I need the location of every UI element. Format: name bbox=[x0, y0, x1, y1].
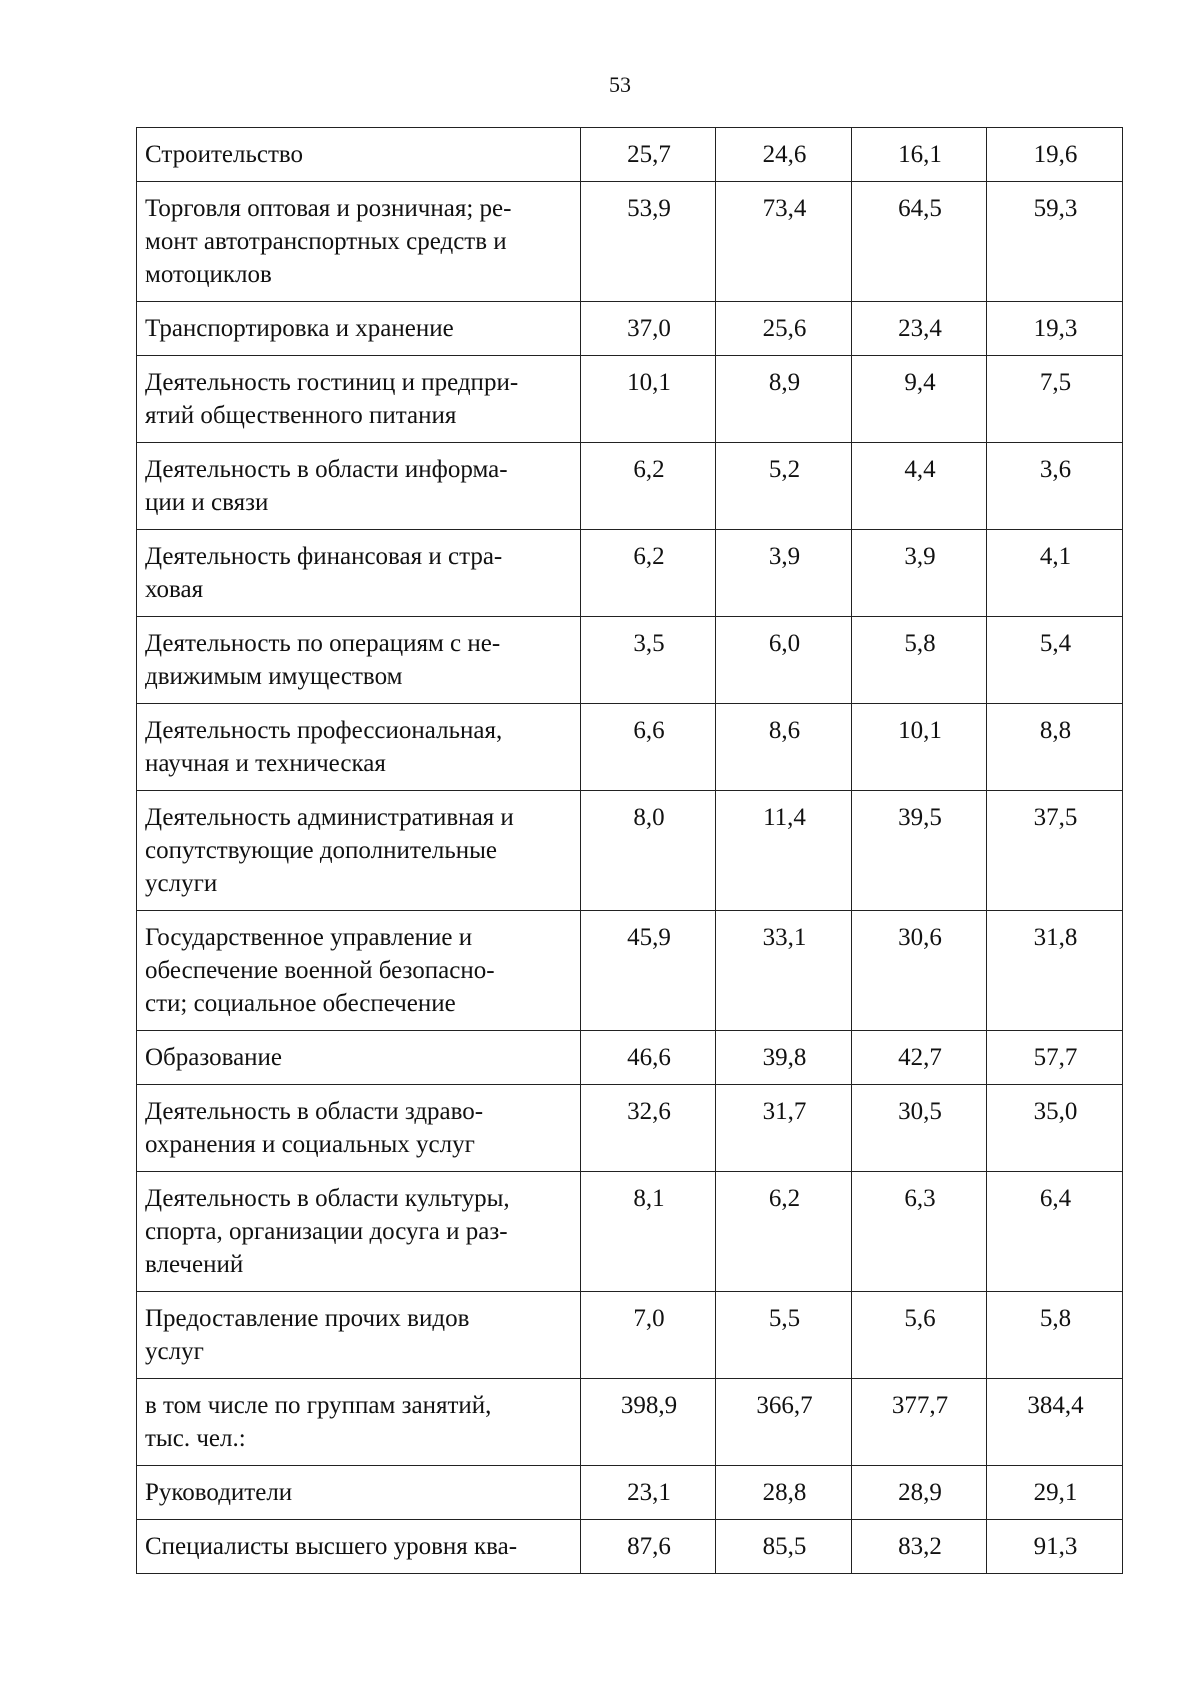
value-cell: 37,0 bbox=[581, 302, 716, 356]
value-cell: 3,6 bbox=[987, 443, 1123, 530]
value-cell: 6,3 bbox=[852, 1172, 987, 1292]
value-cell: 4,4 bbox=[852, 443, 987, 530]
value-cell: 39,5 bbox=[852, 791, 987, 911]
value-cell: 6,2 bbox=[716, 1172, 852, 1292]
value-cell: 398,9 bbox=[581, 1379, 716, 1466]
table-row bbox=[137, 1520, 1123, 1574]
table-row bbox=[137, 1085, 1123, 1172]
value-cell: 64,5 bbox=[852, 182, 987, 302]
row-label: Деятельность по операциям с не- движимым имуществом bbox=[137, 617, 581, 704]
row-label: Деятельность в области здраво- охранения и социальных услуг bbox=[137, 1085, 581, 1172]
table-row bbox=[137, 443, 1123, 530]
row-label: Деятельность гостиниц и предпри- ятий общественного питания bbox=[137, 356, 581, 443]
row-label: Государственное управление и обеспечение военной безопасно- сти; социальное обеспечение bbox=[137, 911, 581, 1031]
row-label: в том числе по группам занятий, тыс. чел.: bbox=[137, 1379, 581, 1466]
table-row bbox=[137, 1031, 1123, 1085]
value-cell: 24,6 bbox=[716, 128, 852, 182]
value-cell: 7,5 bbox=[987, 356, 1123, 443]
table-row bbox=[137, 1292, 1123, 1379]
table-row bbox=[137, 911, 1123, 1031]
value-cell: 377,7 bbox=[852, 1379, 987, 1466]
value-cell: 10,1 bbox=[581, 356, 716, 443]
row-label: Деятельность административная и сопутствующие дополнительные услуги bbox=[137, 791, 581, 911]
value-cell: 46,6 bbox=[581, 1031, 716, 1085]
value-cell: 30,6 bbox=[852, 911, 987, 1031]
value-cell: 45,9 bbox=[581, 911, 716, 1031]
value-cell: 59,3 bbox=[987, 182, 1123, 302]
value-cell: 11,4 bbox=[716, 791, 852, 911]
value-cell: 8,0 bbox=[581, 791, 716, 911]
value-cell: 5,2 bbox=[716, 443, 852, 530]
value-cell: 19,3 bbox=[987, 302, 1123, 356]
value-cell: 35,0 bbox=[987, 1085, 1123, 1172]
table-row bbox=[137, 617, 1123, 704]
value-cell: 19,6 bbox=[987, 128, 1123, 182]
value-cell: 16,1 bbox=[852, 128, 987, 182]
value-cell: 366,7 bbox=[716, 1379, 852, 1466]
table-row bbox=[137, 128, 1123, 182]
row-label: Специалисты высшего уровня ква- bbox=[137, 1520, 581, 1574]
value-cell: 3,9 bbox=[716, 530, 852, 617]
value-cell: 37,5 bbox=[987, 791, 1123, 911]
value-cell: 73,4 bbox=[716, 182, 852, 302]
value-cell: 384,4 bbox=[987, 1379, 1123, 1466]
value-cell: 30,5 bbox=[852, 1085, 987, 1172]
value-cell: 5,4 bbox=[987, 617, 1123, 704]
value-cell: 28,9 bbox=[852, 1466, 987, 1520]
row-label: Торговля оптовая и розничная; ре- монт автотранспортных средств и мотоциклов bbox=[137, 182, 581, 302]
table-body bbox=[137, 128, 1123, 1574]
row-label: Деятельность профессиональная, научная и техническая bbox=[137, 704, 581, 791]
value-cell: 91,3 bbox=[987, 1520, 1123, 1574]
row-label: Предоставление прочих видов услуг bbox=[137, 1292, 581, 1379]
value-cell: 4,1 bbox=[987, 530, 1123, 617]
row-label: Образование bbox=[137, 1031, 581, 1085]
value-cell: 6,2 bbox=[581, 443, 716, 530]
value-cell: 25,7 bbox=[581, 128, 716, 182]
value-cell: 9,4 bbox=[852, 356, 987, 443]
table-row bbox=[137, 182, 1123, 302]
value-cell: 23,4 bbox=[852, 302, 987, 356]
value-cell: 3,5 bbox=[581, 617, 716, 704]
value-cell: 31,7 bbox=[716, 1085, 852, 1172]
value-cell: 8,8 bbox=[987, 704, 1123, 791]
value-cell: 25,6 bbox=[716, 302, 852, 356]
value-cell: 5,8 bbox=[852, 617, 987, 704]
value-cell: 29,1 bbox=[987, 1466, 1123, 1520]
value-cell: 8,6 bbox=[716, 704, 852, 791]
row-label: Деятельность в области информа- ции и связи bbox=[137, 443, 581, 530]
table-row bbox=[137, 1466, 1123, 1520]
table-row bbox=[137, 704, 1123, 791]
value-cell: 5,6 bbox=[852, 1292, 987, 1379]
value-cell: 23,1 bbox=[581, 1466, 716, 1520]
value-cell: 57,7 bbox=[987, 1031, 1123, 1085]
row-label: Руководители bbox=[137, 1466, 581, 1520]
row-label: Деятельность в области культуры, спорта, организации досуга и раз- влечений bbox=[137, 1172, 581, 1292]
value-cell: 7,0 bbox=[581, 1292, 716, 1379]
row-label: Транспортировка и хранение bbox=[137, 302, 581, 356]
value-cell: 3,9 bbox=[852, 530, 987, 617]
row-label: Деятельность финансовая и стра- ховая bbox=[137, 530, 581, 617]
table-row bbox=[137, 356, 1123, 443]
value-cell: 53,9 bbox=[581, 182, 716, 302]
table-row bbox=[137, 1379, 1123, 1466]
value-cell: 8,9 bbox=[716, 356, 852, 443]
value-cell: 6,0 bbox=[716, 617, 852, 704]
value-cell: 6,6 bbox=[581, 704, 716, 791]
value-cell: 6,4 bbox=[987, 1172, 1123, 1292]
value-cell: 8,1 bbox=[581, 1172, 716, 1292]
value-cell: 6,2 bbox=[581, 530, 716, 617]
value-cell: 10,1 bbox=[852, 704, 987, 791]
value-cell: 28,8 bbox=[716, 1466, 852, 1520]
value-cell: 31,8 bbox=[987, 911, 1123, 1031]
row-label: Строительство bbox=[137, 128, 581, 182]
page-number: 53 bbox=[609, 72, 631, 97]
value-cell: 87,6 bbox=[581, 1520, 716, 1574]
employment-table bbox=[136, 127, 1123, 1574]
table-row bbox=[137, 1172, 1123, 1292]
value-cell: 42,7 bbox=[852, 1031, 987, 1085]
value-cell: 33,1 bbox=[716, 911, 852, 1031]
table-row bbox=[137, 530, 1123, 617]
table-row bbox=[137, 791, 1123, 911]
value-cell: 85,5 bbox=[716, 1520, 852, 1574]
value-cell: 5,5 bbox=[716, 1292, 852, 1379]
table-row bbox=[137, 302, 1123, 356]
value-cell: 32,6 bbox=[581, 1085, 716, 1172]
value-cell: 5,8 bbox=[987, 1292, 1123, 1379]
value-cell: 39,8 bbox=[716, 1031, 852, 1085]
value-cell: 83,2 bbox=[852, 1520, 987, 1574]
